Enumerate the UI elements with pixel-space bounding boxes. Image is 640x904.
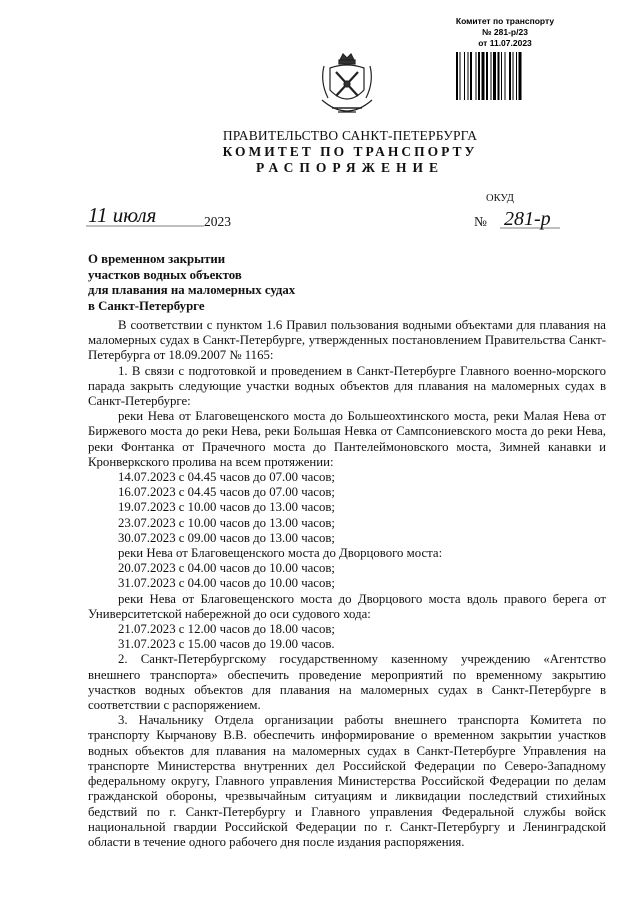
title-line: в Санкт-Петербурге bbox=[88, 298, 205, 313]
committee-name: КОМИТЕТ ПО ТРАНСПОРТУ bbox=[222, 144, 478, 159]
preamble-paragraph: В соответствии с пунктом 1.6 Правил пользования водными объектами для плавания на маломерных судах в Санкт-Петербурге, утвержденных постановлением Правительства Санкт-Петербурга от 18.09.2007 № 1165: bbox=[88, 318, 606, 363]
schedule-item: 21.07.2023 с 12.00 часов до 18.00 часов; bbox=[118, 622, 335, 637]
schedule-item: 30.07.2023 с 09.00 часов до 13.00 часов; bbox=[118, 530, 335, 545]
handwritten-number bbox=[500, 204, 560, 234]
issuer-header bbox=[200, 128, 500, 176]
barcode-bar bbox=[513, 52, 514, 100]
clause-3-paragraph: 3. Начальнику Отдела организации работы внешнего транспорта Комитета по транспорту Кырчанову В.В. обеспечить информирование о временном закрытии участков водных объектов для плавания на маломерных судах в Санкт-Петербурге Управления на транспорте Министерства внутренних дел Российской Федерации по Северо-Западному федеральному округу, Главного управления Министерства Российской Федерации по делам гражданской обороны, чрезвычайным ситуациям и ликвидации последствий стихийных бедствий по г. Санкт-Петербургу и Главного управления Федеральной службы войск национальной гвардии Российской Федерации по г. Санкт-Петербургу и Ленинградской области в течение одного рабочего дня после издания распоряжения. bbox=[88, 713, 606, 849]
barcode-bar bbox=[493, 52, 496, 100]
barcode-bar bbox=[468, 52, 469, 100]
area-paragraph: реки Нева от Благовещенского моста до Дворцового моста вдоль правого берега от Университетской набережной до оси судового хода: bbox=[88, 591, 606, 621]
area-paragraph: реки Нева от Благовещенского моста до Большеохтинского моста, реки Малая Нева от Биржевого моста до реки Нева, реки Большая Невка от Сампсониевского моста до реки Нева, реки Фонтанка от Прачечного моста до Пантелеймоновского моста, Зимней канавки и Кронверкского пролива на всем протяжении: bbox=[88, 409, 606, 469]
barcode-bar bbox=[460, 52, 461, 100]
handwritten-date-text: 11 июля bbox=[88, 204, 157, 227]
number-sign: № bbox=[474, 214, 487, 229]
stamp-date: от 11.07.2023 bbox=[478, 38, 532, 48]
schedule-item: 16.07.2023 с 04.45 часов до 07.00 часов; bbox=[118, 485, 335, 500]
handwritten-number-text: 281-р bbox=[504, 208, 551, 230]
stamp-org: Комитет по транспорту bbox=[455, 16, 555, 26]
title-line: О временном закрытии bbox=[88, 252, 226, 266]
registration-stamp bbox=[450, 16, 560, 49]
barcode-bar bbox=[516, 52, 517, 100]
barcode-bar bbox=[498, 52, 500, 100]
document-type: РАСПОРЯЖЕНИЕ bbox=[255, 160, 445, 175]
schedule-item: 23.07.2023 с 10.00 часов до 13.00 часов; bbox=[118, 515, 335, 530]
schedule-item: 31.07.2023 с 04.00 часов до 10.00 часов; bbox=[118, 576, 335, 591]
government-name: ПРАВИТЕЛЬСТВО САНКТ-ПЕТЕРБУРГА bbox=[222, 128, 478, 143]
title-line: для плавания на маломерных судах bbox=[88, 283, 296, 297]
barcode-bar bbox=[482, 52, 485, 100]
barcode-bar bbox=[456, 52, 458, 100]
schedule-item: 20.07.2023 с 04.00 часов до 10.00 часов; bbox=[118, 561, 335, 576]
barcode-bar bbox=[509, 52, 511, 100]
stamp-number: № 281-р/23 bbox=[482, 27, 528, 37]
handwritten-date bbox=[86, 204, 204, 230]
schedule-item: 31.07.2023 с 15.00 часов до 19.00 часов. bbox=[118, 637, 335, 652]
clause-1-paragraph: 1. В связи с подготовкой и проведением в Санкт-Петербурге Главного военно-морского парада закрыть следующие участки водных объектов для плавания на маломерных судах в Санкт-Петербурге: bbox=[88, 363, 606, 409]
schedule-item: 14.07.2023 с 04.45 часов до 07.00 часов; bbox=[118, 470, 335, 485]
area-paragraph: реки Нева от Благовещенского моста до Дворцового моста: bbox=[118, 546, 443, 561]
barcode-bar bbox=[470, 52, 472, 100]
barcode-bar bbox=[519, 52, 522, 100]
title-line: участков водных объектов bbox=[88, 267, 242, 282]
barcode-bar bbox=[476, 52, 477, 100]
barcode-bar bbox=[491, 52, 492, 100]
schedule-item: 19.07.2023 с 10.00 часов до 13.00 часов; bbox=[118, 500, 335, 515]
document-body bbox=[88, 318, 606, 850]
document-title bbox=[88, 252, 388, 314]
barcode-bar bbox=[486, 52, 488, 100]
clause-2-paragraph: 2. Санкт-Петербургскому государственному казенному учреждению «Агентство внешнего транспорта» обеспечить проведение мероприятий по временному закрытию участков водных объектов для плавания на маломерных судах в Санкт-Петербурге в соответствии с распоряжением. bbox=[88, 652, 606, 713]
barcode-icon bbox=[456, 52, 556, 100]
okud-label: ОКУД bbox=[486, 193, 514, 204]
barcode-bar bbox=[501, 52, 502, 100]
barcode-bar bbox=[478, 52, 480, 100]
coat-of-arms-icon bbox=[318, 52, 376, 124]
barcode-bar bbox=[505, 52, 506, 100]
date-year: 2023 bbox=[204, 214, 231, 229]
barcode-bar bbox=[464, 52, 465, 100]
